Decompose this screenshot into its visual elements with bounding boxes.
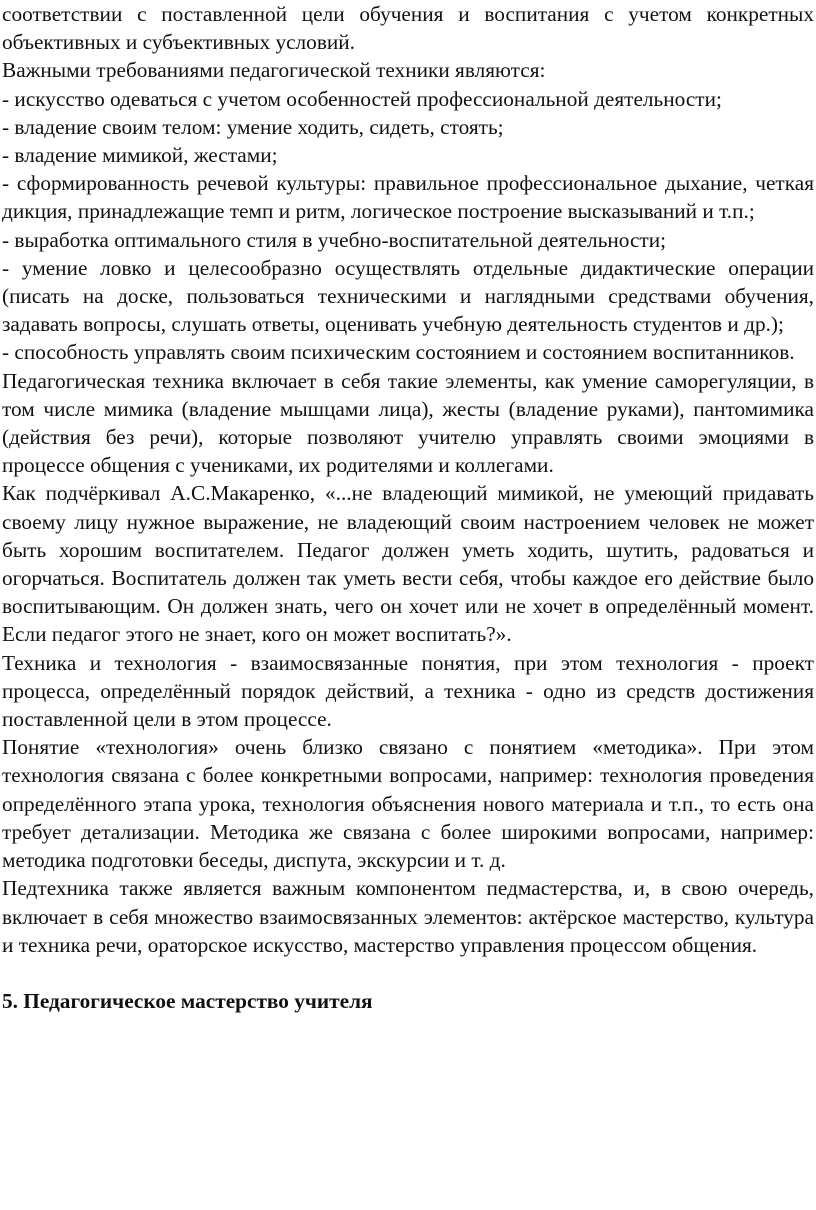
blank-line: [2, 959, 814, 987]
list-item-dress: - искусство одеваться с учетом особенностей профессиональной деятельности;: [2, 86, 722, 111]
list-item-self-control: - способность управлять своим психическим состоянием и состоянием воспитанников.: [2, 340, 795, 365]
list-item-body: - владение своим телом: умение ходить, сидеть, стоять;: [2, 114, 504, 139]
paragraph-requirements-intro: Важными требованиями педагогической техники являются:: [2, 58, 546, 83]
paragraph-technique-technology: Техника и технология - взаимосвязанные понятия, при этом технология - проект процесса, определённый порядок действий, а техника - одно из средств достижения поставленной цели в этом процессе.: [2, 650, 814, 732]
list-item-speech-culture: - сформированность речевой культуры: правильное профессиональное дыхание, четкая дикция, принадлежащие темп и ритм, логическое построение высказываний и т.п.;: [2, 171, 814, 224]
paragraph-pedtechnique: Педтехника также является важным компонентом педмастерства, и, в свою очередь, включает в себя множество взаимосвязанных элементов: актёрское мастерство, культура и техника речи, ораторское искусство, мастерство управления процессом общения.: [2, 876, 814, 957]
paragraph-makarenko-quote: Как подчёркивал А.С.Макаренко, «...не владеющий мимикой, не умеющий придавать своему лицу нужное выражение, не владеющий своим настроением человек не может быть хорошим воспитателем. Педагог должен уметь ходить, шутить, радоваться и огорчаться. Воспитатель должен так уметь вести себя, чтобы каждое его действие было воспитывающим. Он должен знать, чего он хочет или не хочет в определённый момент. Если педагог этого не знает, кого он может воспитать?».: [2, 481, 814, 647]
paragraph-technique-elements: Педагогическая техника включает в себя такие элементы, как умение саморегуляции, в том числе мимика (владение мышцами лица), жесты (владение руками), пантомимика (действия без речи), которые позволяют учителю управлять своими эмоциями в процессе общения с учениками, их родителями и коллегами.: [2, 368, 814, 478]
list-item-mimicry: - владение мимикой, жестами;: [2, 143, 278, 168]
paragraph-technology-methodology: Понятие «технология» очень близко связано с понятием «методика». При этом технология связана с более конкретными вопросами, например: технология проведения определённого этапа урока, технология объяснения нового материала и т.п., то есть она требует детализации. Методика же связана с более широкими вопросами, например: методика подготовки беседы, диспута, экскурсии и т. д.: [2, 735, 814, 873]
list-item-didactic-operations: - умение ловко и целесообразно осуществлять отдельные дидактические операции (писать на доске, пользоваться техническими и наглядными средствами обучения, задавать вопросы, слушать ответы, оценивать учебную деятельность студентов и др.);: [2, 255, 814, 337]
list-item-style: - выработка оптимального стиля в учебно-воспитательной деятельности;: [2, 227, 667, 252]
section-heading: 5. Педагогическое мастерство учителя: [2, 988, 373, 1013]
paragraph-continuation: соответствии с поставленной цели обучения и воспитания с учетом конкретных объективных и субъективных условий.: [2, 2, 814, 55]
document-page: [2, 0, 814, 1015]
